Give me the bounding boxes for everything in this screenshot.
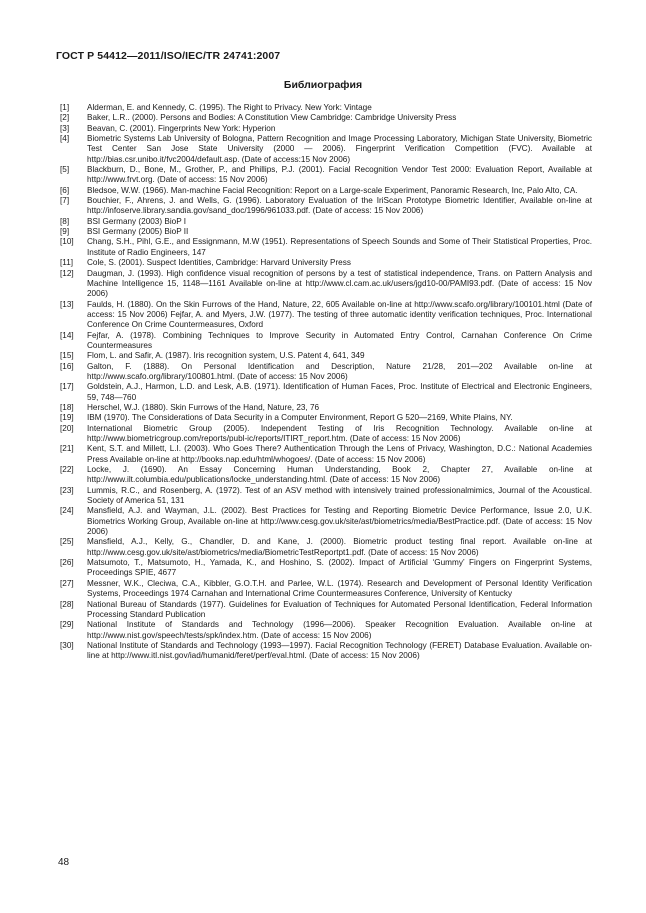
entry-text: Beavan, C. (2001). Fingerprints New York: Hyperion	[87, 123, 276, 133]
entry-text: Bouchier, F., Ahrens, J. and Wells, G. (1996). Laboratory Evaluation of the IriScan Prototype Biometric Identifier, Available on-line at http://infoserve.library.sandia.gov/sand_doc/1996/961033.pdf. (Date of access: 15 Nov 2006)	[87, 196, 592, 216]
entry-number: [23]	[60, 485, 74, 495]
bibliography-entry	[60, 113, 592, 123]
entry-number: [3]	[60, 123, 70, 133]
bibliography-entry	[60, 403, 592, 413]
entry-text: Kent, S.T. and Millett, L.I. (2003). Who Goes There? Authentication Through the Lens of Privacy, Washington, D.C.: National Academies Press Available on-line at http://books.nap.edu/html/whogoes/. (Date of access: 15 Nov 2006)	[87, 444, 592, 464]
entry-text: Chang, S.H., Pihl, G.E., and Essignmann, M.W (1951). Representations of Speech Sounds and Some of Their Statistical Properties, Proc. Institute of Radio Engineers, 147	[87, 237, 592, 257]
bibliography-entry	[60, 362, 592, 383]
bibliography-entry	[60, 300, 592, 331]
entry-number: [12]	[60, 268, 74, 278]
entry-number: [18]	[60, 402, 74, 412]
bibliography-entry	[60, 506, 592, 537]
entry-number: [24]	[60, 506, 74, 516]
bibliography-entry	[60, 382, 592, 403]
bibliography-entry	[60, 641, 592, 662]
bibliography-entry	[60, 620, 592, 641]
entry-number: [5]	[60, 165, 70, 175]
entry-number: [11]	[60, 258, 74, 268]
bibliography-entry	[60, 558, 592, 579]
entry-text: National Institute of Standards and Technology (1996—2006). Speaker Recognition Evaluation. Available on-line at http://www.nist.gov/speech/tests/spk/index.htm. (Date of access: 15 Nov 2006)	[87, 620, 592, 640]
bibliography-entry	[60, 600, 592, 621]
entry-text: Messner, W.K., Cleciwa, C.A., Kibbler, G.O.T.H. and Parlee, W.L. (1974). Research and Development of Personal Identity Verification Systems, Proceedings 1974 Carnahan and International Crime Countermeasures Conference, University of Kentucky	[87, 578, 592, 599]
bibliography-entry	[60, 413, 592, 423]
entry-number: [9]	[60, 227, 70, 237]
bibliography-entry	[60, 217, 592, 227]
entry-text: Blackburn, D., Bone, M., Grother, P., and Phillips, P.J. (2001). Facial Recognition Vendor Test 2000: Evaluation Report, Available at http://www.frvt.org. (Date of access: 15 Nov 2006)	[87, 165, 592, 185]
bibliography-entry	[60, 103, 592, 113]
bibliography-entry	[60, 134, 592, 165]
entry-text: Alderman, E. and Kennedy, C. (1995). The Right to Privacy. New York: Vintage	[87, 103, 372, 112]
bibliography-entry	[60, 165, 592, 186]
entry-number: [25]	[60, 537, 74, 547]
bibliography-entry	[60, 331, 592, 352]
entry-text: Matsumoto, T., Matsumoto, H., Yamada, K., and Hoshino, S. (2002). Impact of Artificial ‘Gummy’ Fingers on Fingerprint Systems, Proceedings SPIE, 4677	[87, 558, 592, 578]
entry-number: [13]	[60, 299, 74, 309]
entry-number: [19]	[60, 413, 74, 423]
entry-text: Fejfar, A. (1978). Combining Techniques to Improve Security in Automated Entry Control, Carnahan Conference On Crime Countermeasures	[87, 330, 592, 350]
entry-text: Baker, L.R.. (2000). Persons and Bodies: A Constitution View Cambridge: Cambridge University Press	[87, 113, 457, 123]
entry-text: Galton, F. (1888). On Personal Identification and Description, Nature 21/28, 201—202 Available on-line at http://www.scafo.org/library/100801.html. (Date of access: 15 Nov 2006)	[87, 361, 592, 381]
entry-number: [30]	[60, 640, 74, 650]
entry-text: National Institute of Standards and Technology (1993—1997). Facial Recognition Technology (FERET) Database Evaluation. Available on-line at http://www.itl.nist.gov/iad/humanid/feret/perf/eval.html. (Date of access: 15 Nov 2006)	[87, 640, 592, 661]
entry-number: [20]	[60, 423, 74, 433]
bibliography-list	[60, 103, 592, 662]
entry-text: National Bureau of Standards (1977). Guidelines for Evaluation of Techniques for Automated Personal Identification, Federal Information Processing Standard Publication	[87, 599, 592, 619]
bibliography-entry	[60, 186, 592, 196]
entry-number: [1]	[60, 103, 70, 112]
entry-number: [4]	[60, 134, 70, 144]
entry-number: [29]	[60, 620, 74, 630]
bibliography-entry	[60, 237, 592, 258]
entry-text: Biometric Systems Lab University of Bologna, Pattern Recognition and Image Processing Laboratory, Michigan State University, Biometric Test Center San Jose State University (2000 — 2006). Fingerprint Verification Competition (FVC). Available at http://bias.csr.unibo.it/fvc2004/default.asp. (Date of access:15 Nov 2006)	[87, 134, 592, 164]
entry-text: Faulds, H. (1880). On the Skin Furrows of the Hand, Nature, 22, 605 Available on-line at http://www.scafo.org/library/100101.html (Date of access: 15 Nov 2006) Fejfar, A. and Myers, J.W. (1977). The testing of three automatic identity verification techniques, Proc. International Conference On Crime Countermeasures, Oxford	[87, 299, 592, 330]
entry-number: [2]	[60, 113, 70, 123]
bibliography-entry	[60, 258, 592, 268]
entry-text: Goldstein, A.J., Harmon, L.D. and Lesk, A.B. (1971). Identification of Human Faces, Proc. Institute of Electrical and Electronic Engineers, 59, 748—760	[87, 382, 592, 402]
entry-number: [16]	[60, 361, 74, 371]
entry-text: Flom, L. and Safir, A. (1987). Iris recognition system, U.S. Patent 4, 641, 349	[87, 351, 365, 361]
entry-number: [7]	[60, 196, 70, 206]
bibliography-entry	[60, 444, 592, 465]
entry-text: BSI Germany (2005) BioP II	[87, 227, 189, 237]
entry-text: Herschel, W.J. (1880). Skin Furrows of the Hand, Nature, 23, 76	[87, 402, 320, 412]
bibliography-entry	[60, 579, 592, 600]
entry-number: [21]	[60, 444, 74, 454]
entry-text: Bledsoe, W.W. (1966). Man-machine Facial Recognition: Report on a Large-scale Experiment, Panoramic Research, Inc, Palo Alto, CA.	[87, 185, 578, 195]
entry-number: [27]	[60, 578, 74, 588]
bibliography-entry	[60, 486, 592, 507]
entry-text: International Biometric Group (2005). Independent Testing of Iris Recognition Technology. Available on-line at http://www.biometricgroup.com/reports/publ-ic/reports/ITIRT_report.htm. (Date of access: 15 Nov 2006)	[87, 423, 592, 443]
entry-number: [6]	[60, 185, 70, 195]
bibliography-entry	[60, 537, 592, 558]
entry-number: [8]	[60, 216, 70, 226]
entry-text: Mansfield, A.J., Kelly, G., Chandler, D. and Kane, J. (2000). Biometric product testing final report. Available on-line at http://www.cesg.gov.uk/site/ast/biometrics/media/BiometricTestReportpt1.pdf. (Date of access: 15 Nov 2006)	[87, 537, 592, 557]
entry-text: Mansfield, A.J. and Wayman, J.L. (2002). Best Practices for Testing and Reporting Biometric Device Performance, Issue 2.0, U.K. Biometrics Working Group, Available on-line at http://www.cesg.gov.uk/site/ast/biometrics/media/BestPractice.pdf. (Date of access: 15 Nov 2006)	[87, 506, 592, 537]
entry-text: Daugman, J. (1993). High confidence visual recognition of persons by a test of statistical independence, Trans. on Pattern Analysis and Machine Intelligence 15, 1148—1161 Available on-line at http://www.cl.cam.ac.uk/users/jgd10-00/PAMI93.pdf. (Date of access: 15 Nov 2006)	[87, 268, 592, 299]
entry-number: [26]	[60, 558, 74, 568]
entry-text: IBM (1970). The Considerations of Data Security in a Computer Environment, Report G 520—2169, White Plains, NY.	[87, 413, 513, 423]
bibliography-entry	[60, 465, 592, 486]
bibliography-entry	[60, 227, 592, 237]
entry-number: [10]	[60, 237, 74, 247]
entry-number: [22]	[60, 465, 74, 475]
bibliography-entry	[60, 424, 592, 445]
entry-text: Lummis, R.C., and Rosenberg, A. (1972). Test of an ASV method with intensively trained professionalmimics, Journal of the Acoustical. Society of America 51, 131	[87, 485, 592, 506]
standard-header: ГОСТ Р 54412—2011/ISO/IEC/TR 24741:2007	[56, 50, 281, 62]
page-number: 48	[58, 857, 70, 868]
entry-number: [17]	[60, 382, 74, 392]
bibliography-entry	[60, 124, 592, 134]
entry-number: [14]	[60, 330, 74, 340]
bibliography-entry	[60, 196, 592, 217]
entry-number: [15]	[60, 351, 74, 361]
entry-text: BSI Germany (2003) BioP I	[87, 216, 187, 226]
section-title: Библиография	[283, 79, 363, 91]
bibliography-entry	[60, 351, 592, 361]
entry-number: [28]	[60, 599, 74, 609]
entry-text: Locke, J. (1690). An Essay Concerning Human Understanding, Book 2, Chapter 27, Available on-line at http://www.ilt.columbia.edu/publications/locke_understanding.html. (Date of access: 15 Nov 2006)	[87, 465, 592, 485]
entry-text: Cole, S. (2001). Suspect Identities, Cambridge: Harvard University Press	[87, 258, 351, 268]
bibliography-entry	[60, 269, 592, 300]
